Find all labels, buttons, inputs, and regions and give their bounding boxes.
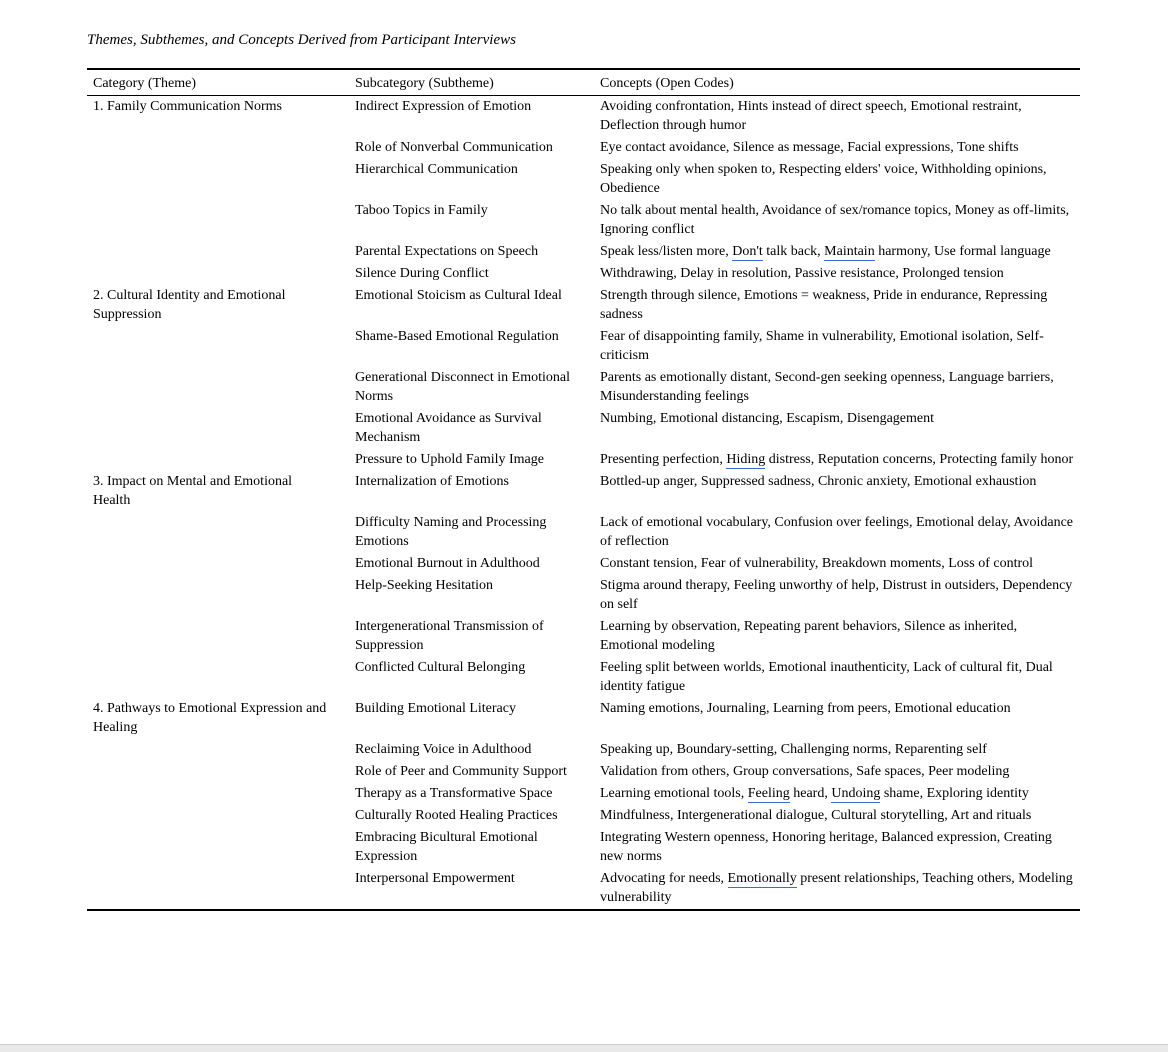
subcategory-cell: Role of Peer and Community Support [355, 764, 567, 779]
subcategory-cell: Silence During Conflict [355, 266, 489, 281]
grammar-underlined-text[interactable]: Don't [732, 244, 763, 259]
concepts-cell [600, 449, 1080, 471]
table-row [87, 575, 1080, 616]
table-row [87, 241, 1080, 263]
concepts-cell [600, 200, 1080, 241]
category-cell [87, 616, 355, 657]
subcategory-cell: Emotional Burnout in Adulthood [355, 556, 540, 571]
concepts-cell [600, 408, 1080, 449]
table-row [87, 616, 1080, 657]
category-cell: 4. Pathways to Emotional Expression and Healing [93, 701, 327, 735]
concepts-text: Numbing, Emotional distancing, Escapism, Disengagement [600, 411, 934, 426]
column-header-concepts: Concepts (Open Codes) [600, 69, 1080, 96]
table-row [87, 263, 1080, 285]
concepts-text: Advocating for needs, [600, 871, 728, 886]
concepts-text: Bottled-up anger, Suppressed sadness, Chronic anxiety, Emotional exhaustion [600, 474, 1037, 489]
grammar-underlined-text[interactable]: Undoing [831, 786, 881, 801]
subcategory-cell: Role of Nonverbal Communication [355, 140, 553, 155]
subcategory-cell: Indirect Expression of Emotion [355, 99, 532, 114]
category-cell: 1. Family Communication Norms [93, 99, 282, 114]
table-row [87, 408, 1080, 449]
concepts-cell [600, 241, 1080, 263]
concepts-text: No talk about mental health, Avoidance of sex/romance topics, Money as off-limits, Ignoring conflict [600, 203, 1070, 237]
category-cell [87, 137, 355, 159]
table-row [87, 512, 1080, 553]
subcategory-cell: Difficulty Naming and Processing Emotions [355, 515, 547, 549]
concepts-cell [600, 285, 1080, 326]
subcategory-cell: Internalization of Emotions [355, 474, 509, 489]
table-row [87, 449, 1080, 471]
table-row [87, 783, 1080, 805]
subcategory-cell: Generational Disconnect in Emotional Norms [355, 370, 570, 404]
subcategory-cell: Shame-Based Emotional Regulation [355, 329, 559, 344]
concepts-cell [600, 263, 1080, 285]
concepts-text: Speaking up, Boundary-setting, Challenging norms, Reparenting self [600, 742, 987, 757]
table-row [87, 96, 1080, 138]
table-row [87, 868, 1080, 910]
table-row [87, 761, 1080, 783]
subcategory-cell: Emotional Avoidance as Survival Mechanism [355, 411, 542, 445]
category-cell [87, 326, 355, 367]
subcategory-cell: Taboo Topics in Family [355, 203, 488, 218]
table-row [87, 159, 1080, 200]
table-row [87, 553, 1080, 575]
category-cell [87, 761, 355, 783]
concepts-text: Speak less/listen more, [600, 244, 733, 259]
column-header-subcategory: Subcategory (Subtheme) [355, 69, 600, 96]
category-cell [87, 200, 355, 241]
category-cell: 2. Cultural Identity and Emotional Suppression [93, 288, 286, 322]
subcategory-cell: Pressure to Uphold Family Image [355, 452, 544, 467]
subcategory-cell: Conflicted Cultural Belonging [355, 660, 526, 675]
concepts-cell [600, 159, 1080, 200]
concepts-text: Fear of disappointing family, Shame in vulnerability, Emotional isolation, Self-criticism [600, 329, 1044, 363]
concepts-text: Validation from others, Group conversations, Safe spaces, Peer modeling [600, 764, 1010, 779]
table-row [87, 285, 1080, 326]
concepts-text: Stigma around therapy, Feeling unworthy of help, Distrust in outsiders, Dependency on self [600, 578, 1073, 612]
category-cell: 3. Impact on Mental and Emotional Health [93, 474, 293, 508]
category-cell [87, 805, 355, 827]
category-cell [87, 408, 355, 449]
concepts-text: present relationships, Teaching others, Modeling vulnerability [600, 871, 1073, 905]
grammar-underlined-text[interactable]: Feeling [747, 786, 790, 801]
category-cell [87, 241, 355, 263]
category-cell [87, 657, 355, 698]
category-cell [87, 868, 355, 910]
subcategory-cell: Culturally Rooted Healing Practices [355, 808, 558, 823]
concepts-cell [600, 326, 1080, 367]
subcategory-cell: Intergenerational Transmission of Suppression [355, 619, 544, 653]
subcategory-cell: Embracing Bicultural Emotional Expression [355, 830, 538, 864]
concepts-text: distress, Reputation concerns, Protecting family honor [765, 452, 1074, 467]
table-row [87, 137, 1080, 159]
concepts-cell [600, 698, 1080, 739]
subcategory-cell: Therapy as a Transformative Space [355, 786, 553, 801]
concepts-text: Learning by observation, Repeating parent behaviors, Silence as inherited, Emotional modeling [600, 619, 1018, 653]
concepts-text: shame, Exploring identity [880, 786, 1029, 801]
category-cell [87, 449, 355, 471]
concepts-text: Withdrawing, Delay in resolution, Passive resistance, Prolonged tension [600, 266, 1004, 281]
subcategory-cell: Help-Seeking Hesitation [355, 578, 494, 593]
concepts-text: Mindfulness, Intergenerational dialogue, Cultural storytelling, Art and rituals [600, 808, 1032, 823]
concepts-text: Presenting perfection, [600, 452, 727, 467]
category-cell [87, 783, 355, 805]
table-row [87, 698, 1080, 739]
page-bottom-edge [0, 1044, 1168, 1052]
category-cell [87, 553, 355, 575]
concepts-cell [600, 827, 1080, 868]
subcategory-cell: Interpersonal Empowerment [355, 868, 600, 910]
concepts-cell [600, 96, 1080, 138]
concepts-text: heard, [789, 786, 832, 801]
themes-table [87, 68, 1080, 911]
concepts-text: Eye contact avoidance, Silence as message, Facial expressions, Tone shifts [600, 140, 1019, 155]
table-row [87, 200, 1080, 241]
category-cell [87, 739, 355, 761]
concepts-cell [600, 657, 1080, 698]
concepts-cell [600, 805, 1080, 827]
grammar-underlined-text[interactable]: Maintain [824, 244, 875, 259]
concepts-text: Constant tension, Fear of vulnerability, Breakdown moments, Loss of control [600, 556, 1034, 571]
category-cell [87, 159, 355, 200]
concepts-text: Strength through silence, Emotions = weakness, Pride in endurance, Repressing sadness [600, 288, 1048, 322]
category-cell [87, 263, 355, 285]
table-header-row [87, 69, 1080, 96]
subcategory-cell: Building Emotional Literacy [355, 701, 516, 716]
concepts-cell [600, 616, 1080, 657]
category-cell [87, 512, 355, 553]
concepts-cell [600, 512, 1080, 553]
concepts-cell [600, 761, 1080, 783]
concepts-cell [600, 137, 1080, 159]
concepts-text: harmony, Use formal language [874, 244, 1051, 259]
concepts-text: talk back, [762, 244, 825, 259]
concepts-cell [600, 783, 1080, 805]
subcategory-cell: Parental Expectations on Speech [355, 244, 539, 259]
subcategory-cell: Hierarchical Communication [355, 162, 518, 177]
category-cell [87, 575, 355, 616]
concepts-text: Avoiding confrontation, Hints instead of direct speech, Emotional restraint, Deflection through humor [600, 99, 1022, 133]
table-caption: Themes, Subthemes, and Concepts Derived from Participant Interviews [87, 32, 516, 48]
concepts-cell [600, 868, 1080, 910]
concepts-cell [600, 367, 1080, 408]
table-row [87, 827, 1080, 868]
column-header-category: Category (Theme) [87, 69, 355, 96]
table-row [87, 471, 1080, 512]
category-cell [87, 827, 355, 868]
subcategory-cell: Reclaiming Voice in Adulthood [355, 742, 532, 757]
table-body [87, 96, 1080, 911]
subcategory-cell: Emotional Stoicism as Cultural Ideal [355, 288, 562, 303]
concepts-text: Feeling split between worlds, Emotional inauthenticity, Lack of cultural fit, Dual identity fatigue [600, 660, 1053, 694]
table-row [87, 657, 1080, 698]
concepts-text: Integrating Western openness, Honoring heritage, Balanced expression, Creating new norms [600, 830, 1052, 864]
table-row [87, 805, 1080, 827]
concepts-cell [600, 739, 1080, 761]
concepts-text: Learning emotional tools, [600, 786, 748, 801]
grammar-underlined-text[interactable]: Emotionally [727, 871, 797, 886]
concepts-cell [600, 575, 1080, 616]
concepts-text: Lack of emotional vocabulary, Confusion over feelings, Emotional delay, Avoidance of reflection [600, 515, 1074, 549]
concepts-cell [600, 471, 1080, 512]
table-row [87, 367, 1080, 408]
grammar-underlined-text[interactable]: Hiding [726, 452, 766, 467]
concepts-text: Speaking only when spoken to, Respecting elders' voice, Withholding opinions, Obedience [600, 162, 1047, 196]
concepts-text: Parents as emotionally distant, Second-gen seeking openness, Language barriers, Misunderstanding feelings [600, 370, 1054, 404]
table-row [87, 739, 1080, 761]
table-row [87, 326, 1080, 367]
concepts-cell [600, 553, 1080, 575]
concepts-text: Naming emotions, Journaling, Learning from peers, Emotional education [600, 701, 1011, 716]
category-cell [87, 367, 355, 408]
